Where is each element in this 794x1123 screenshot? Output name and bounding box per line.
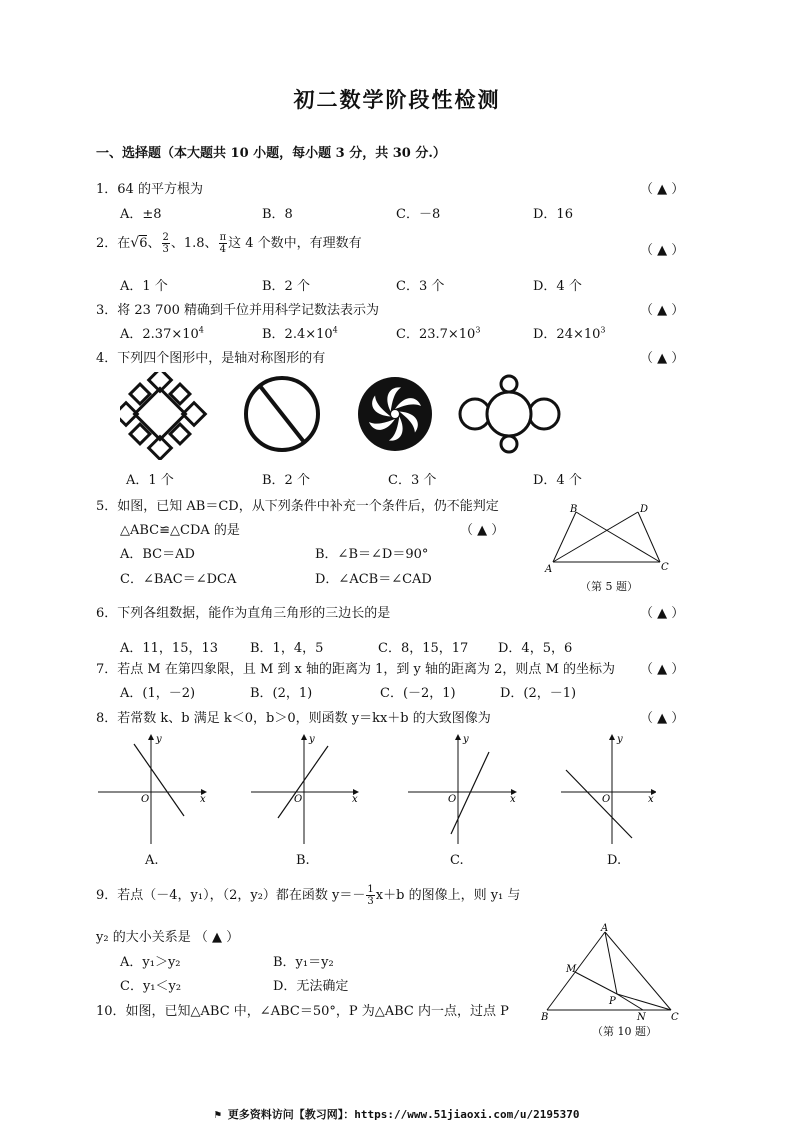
graph-c-origin: O <box>448 794 457 805</box>
q1-option-c: C．－8 <box>396 207 441 222</box>
q6-option-d: D．4，5，6 <box>498 641 573 656</box>
q9-option-d: D．无法确定 <box>273 979 349 994</box>
q5-option-c: C．∠BAC＝∠DCA <box>120 572 237 587</box>
circle-chord-figure <box>246 378 318 450</box>
q6-option-a: A．11，15，13 <box>120 641 219 656</box>
question-5-stem-line2: △ABC≌△CDA 的是 <box>120 523 240 538</box>
graph-b-y: y <box>309 734 315 745</box>
q4-option-a: A．1 个 <box>126 473 174 488</box>
question-4-stem: 4．下列四个图形中，是轴对称图形的有 <box>96 351 326 366</box>
graph-b-origin: O <box>294 794 303 805</box>
graph-c-y: y <box>463 734 469 745</box>
point-label-d: D <box>640 504 649 515</box>
q9-option-a: A．y₁＞y₂ <box>120 955 181 970</box>
q1-option-a: A．±8 <box>120 207 162 222</box>
q5-option-a: A．BC＝AD <box>120 547 195 562</box>
page-title: 初二数学阶段性检测 <box>293 87 501 112</box>
q10-caption: （第 10 题） <box>592 1025 657 1038</box>
q8-graphs <box>96 732 656 847</box>
answer-mark: （ ▲ ） <box>640 303 685 318</box>
answer-mark: （ ▲ ） <box>640 182 685 197</box>
pinwheel-figure <box>358 377 432 451</box>
question-8-stem: 8．若常数 k、b 满足 k＜0，b＞0，则函数 y＝kx＋b 的大致图像为 <box>96 711 491 726</box>
q7-option-a: A．(1，－2) <box>120 686 196 701</box>
q7-option-d: D．(2，－1) <box>500 686 577 701</box>
q1-option-b: B．8 <box>262 207 293 222</box>
q5-diagram <box>540 500 680 580</box>
q5-caption: （第 5 题） <box>580 580 638 593</box>
point-label-c: C <box>671 1012 679 1022</box>
graph-d-origin: O <box>602 794 611 805</box>
square-chain-figure <box>120 372 205 459</box>
q2-option-b: B．2 个 <box>262 279 310 294</box>
graph-a-origin: O <box>141 794 150 805</box>
four-circles-figure <box>460 376 559 452</box>
q8-option-b: B. <box>296 853 310 868</box>
graph-a-y: y <box>156 734 162 745</box>
q2-option-c: C．3 个 <box>396 279 445 294</box>
footer-link[interactable]: 更多资料访问【教习网】：https://www.51jiaoxi.com/u/2195370 <box>227 1108 580 1121</box>
question-9-stem: 9．若点（－4，y₁），（2，y₂）都在函数 y＝－ $\frac{1}{3}$ x＋b 的图像上，则 y₁ 与 <box>96 884 521 907</box>
point-label-n: N <box>637 1012 646 1022</box>
q5-option-b: B．∠B＝∠D＝90° <box>315 547 429 562</box>
graph-b <box>251 735 358 844</box>
point-label-b: B <box>570 504 578 515</box>
graph-d-x: x <box>648 794 654 805</box>
question-10-stem: 10．如图，已知△ABC 中，∠ABC＝50°，P 为△ABC 内一点，过点 P <box>96 1004 509 1019</box>
graph-b-x: x <box>352 794 358 805</box>
graph-d-y: y <box>617 734 623 745</box>
question-7-stem: 7．若点 M 在第四象限，且 M 到 x 轴的距离为 1，到 y 轴的距离为 2，则点 M 的坐标为 <box>96 662 616 677</box>
question-3-stem: 3．将 23 700 精确到千位并用科学记数法表示为 <box>96 303 380 318</box>
q5-option-d: D．∠ACB＝∠CAD <box>315 572 432 587</box>
question-5-stem-line1: 5．如图，已知 AB＝CD，从下列条件中补充一个条件后，仍不能判定 <box>96 499 499 514</box>
question-6-stem: 6．下列各组数据，能作为直角三角形的三边长的是 <box>96 606 391 621</box>
footer <box>0 1106 794 1122</box>
answer-mark: （ ▲ ） <box>640 606 685 621</box>
graph-a-x: x <box>200 794 206 805</box>
section-heading: 一、选择题（本大题共 10 小题，每小题 3 分，共 30 分.） <box>96 146 446 161</box>
graph-c-x: x <box>510 794 516 805</box>
q3-option-d: D．$24\times 10^3$ <box>533 325 606 342</box>
answer-mark: （ ▲ ） <box>460 523 505 538</box>
q3-option-c: C．$23.7\times 10^3$ <box>396 325 481 342</box>
q2-option-a: A．1 个 <box>120 279 168 294</box>
point-label-c: C <box>661 562 669 573</box>
q3-option-a: A．$2.37\times 10^4$ <box>120 325 204 342</box>
q8-option-c: C. <box>450 853 464 868</box>
q1-option-d: D．16 <box>533 207 573 222</box>
point-label-p: P <box>609 996 616 1007</box>
q10-diagram <box>535 922 685 1022</box>
question-1-stem: 1．64 的平方根为 <box>96 182 203 197</box>
q9-option-c: C．y₁＜y₂ <box>120 979 182 994</box>
answer-mark: （ ▲ ） <box>640 351 685 366</box>
q4-option-d: D．4 个 <box>533 473 582 488</box>
answer-mark: （ ▲ ） <box>640 662 685 677</box>
q8-option-d: D. <box>607 853 622 868</box>
graph-d <box>561 735 656 844</box>
q9-option-b: B．y₁＝y₂ <box>273 955 334 970</box>
point-label-m: M <box>566 964 577 975</box>
graph-c <box>408 735 516 844</box>
q2-option-d: D．4 个 <box>533 279 582 294</box>
answer-mark: （ ▲ ） <box>640 711 685 726</box>
flag-icon: ⚑ <box>214 1108 228 1121</box>
point-label-a: A <box>545 564 553 575</box>
point-label-a: A <box>601 923 609 934</box>
q6-option-b: B．1，4，5 <box>250 641 324 656</box>
q3-option-b: B．$2.4\times 10^4$ <box>262 325 338 342</box>
q7-option-c: C．(－2，1) <box>380 686 456 701</box>
q7-option-b: B．(2，1) <box>250 686 313 701</box>
answer-mark: （ ▲ ） <box>640 243 685 258</box>
q6-option-c: C．8，15，17 <box>378 641 469 656</box>
question-2-stem: 2．在√6、 $\frac{2}{3}$ 、1.8、 $\frac{\pi}{4}$ 这 4 个数中，有理数有 <box>96 232 362 255</box>
question-9-stem-line2: y₂ 的大小关系是 （ ▲ ） <box>96 930 240 945</box>
graph-a <box>98 735 206 844</box>
point-label-b: B <box>541 1012 549 1022</box>
q4-option-b: B．2 个 <box>262 473 310 488</box>
q8-option-a: A. <box>145 853 159 868</box>
q4-option-c: C．3 个 <box>388 473 437 488</box>
q4-figures <box>120 372 570 460</box>
